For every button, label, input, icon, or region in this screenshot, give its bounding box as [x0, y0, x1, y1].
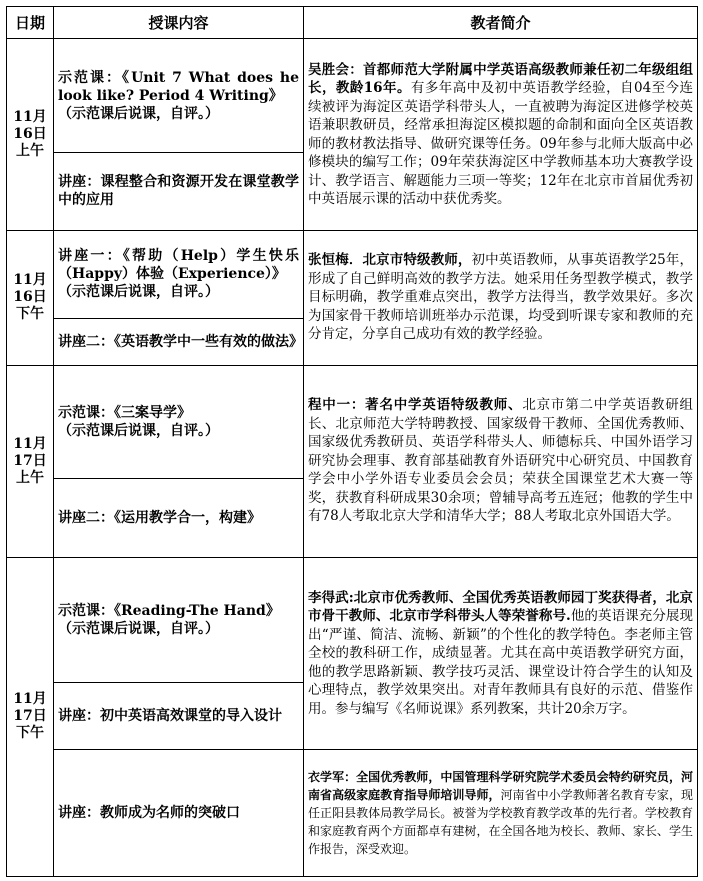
teacher-bio: [304, 557, 698, 749]
session-item: [54, 683, 304, 750]
session-item: [54, 750, 304, 877]
session-date: 11月17日下午: [7, 557, 54, 876]
table-row: [7, 230, 698, 318]
teacher-name: 张恒梅．北京市特级教师，: [308, 252, 472, 269]
teacher-bio: [304, 39, 698, 230]
table-row: [7, 365, 698, 478]
session-item: [54, 230, 304, 318]
teacher-name: 衣学军：全国优秀教师，中国管理科学研究院学术委员会特约研究员，河南省高级家庭教育指导师培训导师，: [308, 770, 693, 803]
session-item: [54, 152, 304, 230]
header-row: [7, 7, 698, 39]
item-title: 讲座二：《运用教学合一，构建》: [58, 509, 261, 526]
schedule-table: [6, 6, 698, 877]
session-date: 11月16日下午: [7, 230, 54, 365]
teacher-name: 李得武:北京市优秀教师、全国优秀英语教师园丁奖获得者，北京市骨干教师、北京市学科带头人等荣誉称号.: [308, 589, 693, 625]
item-title: 示范课：《Reading-The Hand》: [58, 603, 280, 620]
teacher-description: 他的英语课充分展现出“严谨、简洁、流畅、新颖”的个性化的教学特色。李老师主管全校的教科研工作，成绩显著。尤其在高中英语教学研究方面，他的教学思路新颖、教学技巧灵活、课堂设计符合学生的认知及心理特点，教学效果突出。对青年教师具有良好的示范、借鉴作用。参与编写《名师说课》系列教案，共计20余万字。: [308, 608, 694, 717]
teacher-name: 程中一：著名中学英语特级教师、: [308, 397, 523, 414]
item-title: 讲座：教师成为名师的突破口: [58, 805, 240, 822]
item-title: 示范课：《三案导学》: [58, 404, 191, 421]
header-date: 日期: [7, 7, 54, 39]
item-title: 讲座二：《英语教学中一些有效的做法》: [58, 333, 303, 350]
session-item: [54, 365, 304, 478]
teacher-description: 北京市第二中学英语教研组长、北京师范大学特聘教授、国家级骨干教师、全国优秀教师、国家级优秀教研员、英语学科带头人、师德标兵、中国外语学习研究协会理事、教育部基础教育外语研究中心研究员、中国教育学会中小学外语专业委员会会员；荣获全国课堂艺术大赛一等奖，获教育科研成果30余项；曾辅导高考五连冠；他教的学生中有78人考取北京大学和清华大学；88人考取北京外国语大学。: [308, 397, 694, 525]
teacher-description: 有多年高中及初中英语教学经验，自04至今连续被评为海淀区英语学科带头人，一直被聘为海淀区进修学校英语兼职教研员，经常承担海淀区模拟题的命制和面向全区英语教师的教材教法指导、做研究课等任务。09年参与北师大版高中必修模块的编写工作；09年荣获海淀区中学教师基本功大赛教学设计、教学语言、解题能力三项一等奖；12年在北京市首届优秀初中英语展示课的活动中获优秀奖。: [308, 80, 693, 208]
item-note: （示范课后说课，自评。）: [58, 284, 219, 301]
teacher-name: 吴胜会：首都师范大学附属中学英语高级教师兼任初二年级组组长，教龄16年。: [308, 61, 693, 97]
session-item: [54, 318, 304, 365]
item-title: 讲座：初中英语高效课堂的导入设计: [58, 708, 282, 725]
teacher-bio: [304, 750, 698, 877]
item-note: （示范课后说课，自评。）: [58, 422, 219, 439]
item-title: 讲座：课程整合和资源开发在课堂教学中的应用: [58, 174, 299, 209]
teacher-description: 河南省中小学教师著名教育专家，现任正阳县教体局教学局长。被誉为学校教育教学改革的先行者。学校教育和家庭教育两个方面都卓有建树，在全国各地为校长、教师、家长、学生作报告，深受欢迎。: [308, 788, 693, 857]
header-bio: 教者简介: [304, 7, 698, 39]
teacher-bio: [304, 230, 698, 365]
session-item: [54, 39, 304, 152]
session-date: 11月17日上午: [7, 365, 54, 557]
table-row: [7, 39, 698, 152]
table-row: [7, 557, 698, 683]
item-title: 讲座一：《帮助（Help）学生快乐（Happy）体验（Experience）》: [58, 248, 299, 283]
item-note: （示范课后说课，自评。）: [58, 105, 219, 122]
session-date: 11月16日上午: [7, 39, 54, 230]
teacher-bio: [304, 365, 698, 557]
teacher-description: 初中英语教师，从事英语教学25年，形成了自己鲜明高效的教学方法。她采用任务型教学模式，教学目标明确，教学重难点突出，教学方法得当，教学效果好。多次为国家骨干教师培训班举办示范课，均受到听课专家和教师的充分肯定，分享自己成功有效的教学经验。: [308, 252, 694, 343]
header-content: 授课内容: [54, 7, 304, 39]
session-item: [54, 557, 304, 683]
table-row: [7, 750, 698, 877]
item-note: （示范课后说课，自评。）: [58, 621, 219, 638]
session-item: [54, 478, 304, 557]
item-title: 示范课：《Unit 7 What does he look like? Period 4 Writing》: [58, 69, 299, 104]
